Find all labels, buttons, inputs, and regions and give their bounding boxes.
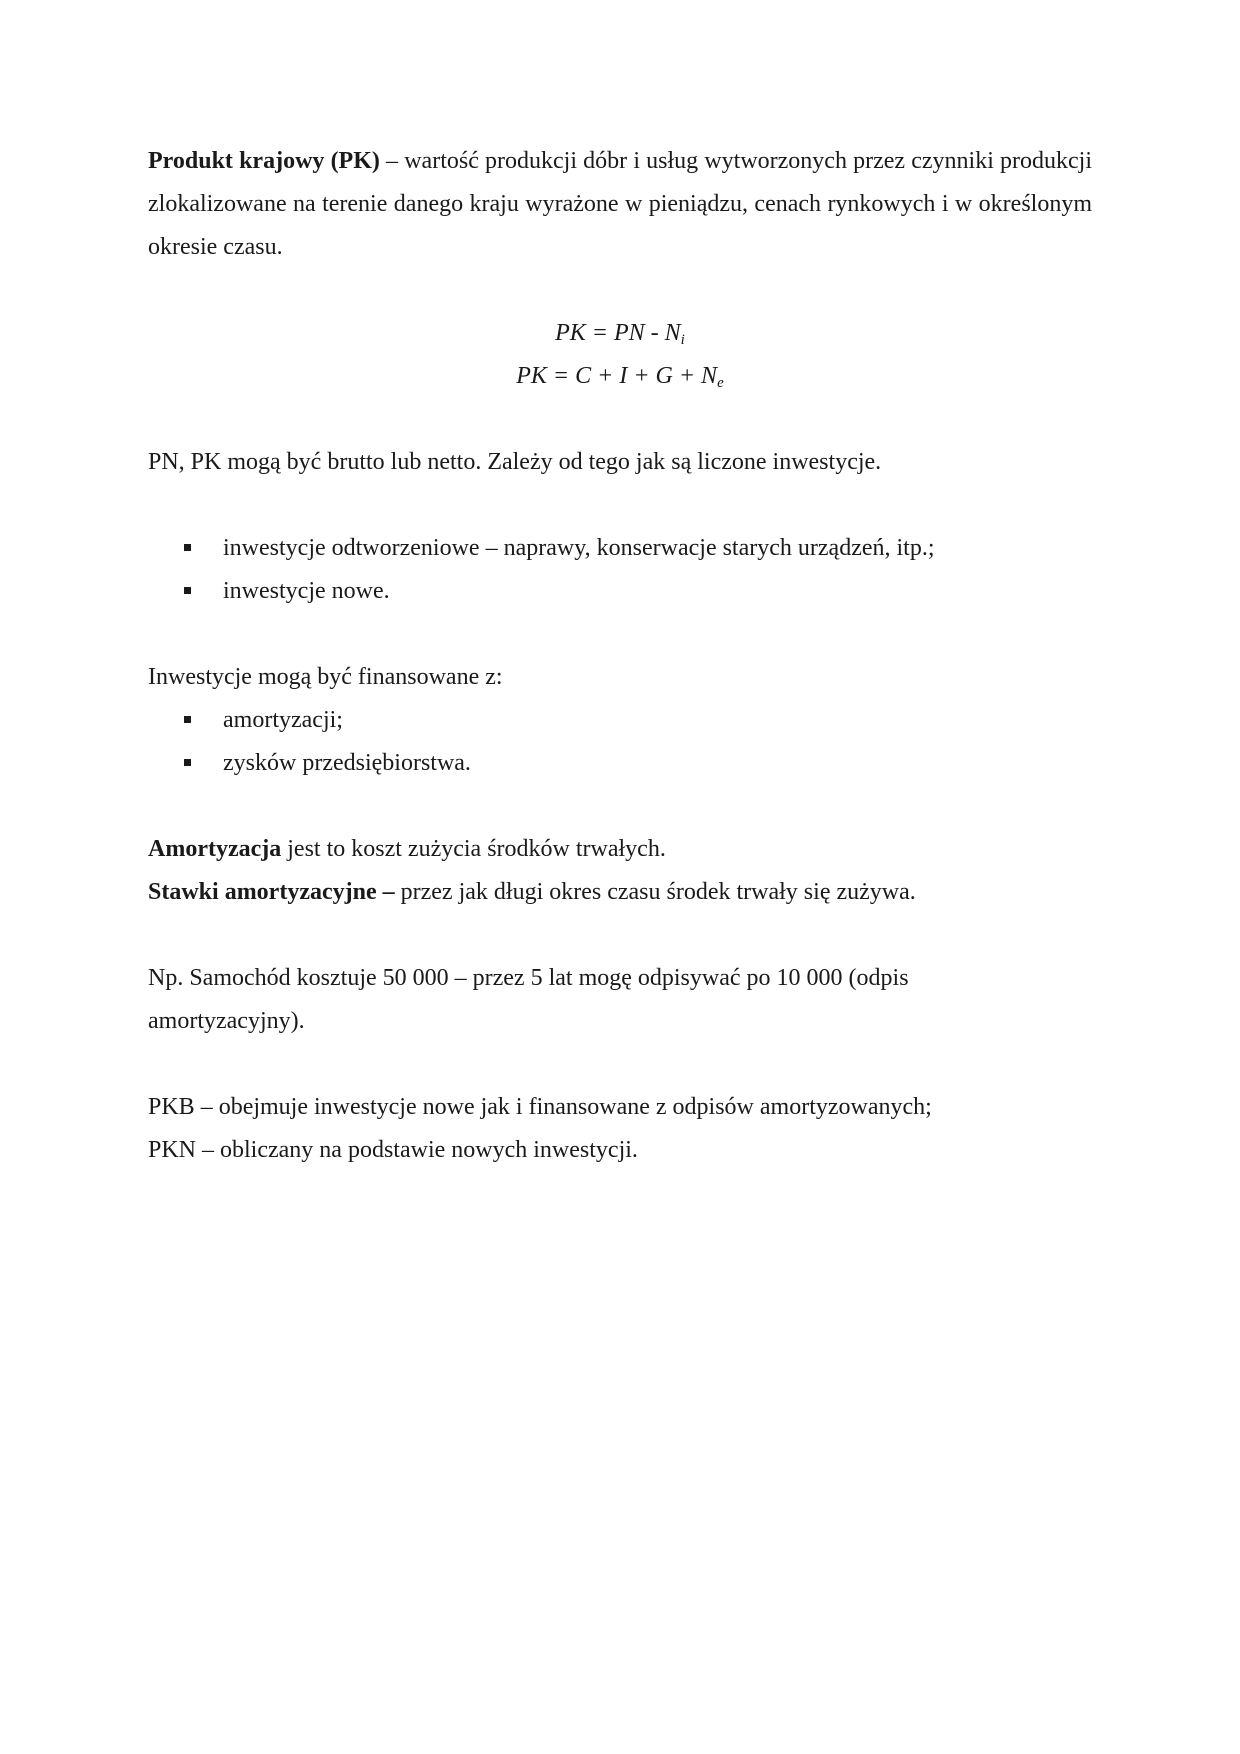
list-item <box>184 699 1092 742</box>
amortization-term: Amortyzacja <box>148 836 282 862</box>
definition-paragraph <box>148 140 1092 269</box>
spacer <box>148 269 1092 312</box>
formula-2-main: PK = C + I + G + N <box>516 363 718 389</box>
investment-types-list <box>148 527 1092 613</box>
square-bullet-icon <box>184 759 191 766</box>
formula-1 <box>148 312 1092 355</box>
square-bullet-icon <box>184 587 191 594</box>
spacer <box>148 613 1092 656</box>
list-item <box>184 742 1092 785</box>
spacer <box>148 484 1092 527</box>
formula-1-main: PK = PN - N <box>555 320 681 346</box>
spacer <box>148 398 1092 441</box>
financing-intro: Inwestycje mogą być finansowane z: <box>148 664 503 690</box>
square-bullet-icon <box>184 544 191 551</box>
spacer <box>148 1043 1092 1086</box>
amortization-text: jest to koszt zużycia środków trwałych. <box>281 836 666 862</box>
list-item <box>184 527 1092 570</box>
pkb-paragraph: PKB – obejmuje inwestycje nowe jak i finansowane z odpisów amortyzowanych; <box>148 1094 932 1120</box>
rates-text: przez jak długi okres czasu środek trwały się zużywa. <box>394 879 916 905</box>
definition-text: – wartość produkcji dóbr i usług wytworzonych przez czynniki produkcji zlokalizowane na terenie danego kraju wyrażone w pieniądzu, cenach rynkowych i w określonym okresie czasu. <box>148 148 1093 260</box>
formula-1-sub: i <box>680 332 685 348</box>
definition-term: Produkt krajowy (PK) <box>148 148 380 174</box>
formula-2 <box>148 355 1092 398</box>
financing-list <box>148 699 1092 785</box>
spacer <box>148 785 1092 828</box>
note-paragraph: PN, PK mogą być brutto lub netto. Zależy od tego jak są liczone inwestycje. <box>148 449 882 475</box>
spacer <box>148 914 1092 957</box>
example-paragraph: Np. Samochód kosztuje 50 000 – przez 5 lat mogę odpisywać po 10 000 (odpis amortyzacyjny). <box>148 965 909 1034</box>
list-item-text: zysków przedsiębiorstwa. <box>223 750 471 776</box>
document-page <box>148 140 1092 1172</box>
list-item-text: amortyzacji; <box>223 707 343 733</box>
pkn-paragraph: PKN – obliczany na podstawie nowych inwestycji. <box>148 1137 638 1163</box>
list-item-text: inwestycje nowe. <box>223 578 390 604</box>
square-bullet-icon <box>184 716 191 723</box>
rates-term: Stawki amortyzacyjne – <box>148 879 395 905</box>
formula-2-sub: e <box>717 375 724 391</box>
list-item <box>184 570 1092 613</box>
list-item-text: inwestycje odtworzeniowe – naprawy, konserwacje starych urządzeń, itp.; <box>223 535 935 561</box>
amortization-paragraph <box>148 828 1092 871</box>
rates-paragraph <box>148 871 1092 914</box>
